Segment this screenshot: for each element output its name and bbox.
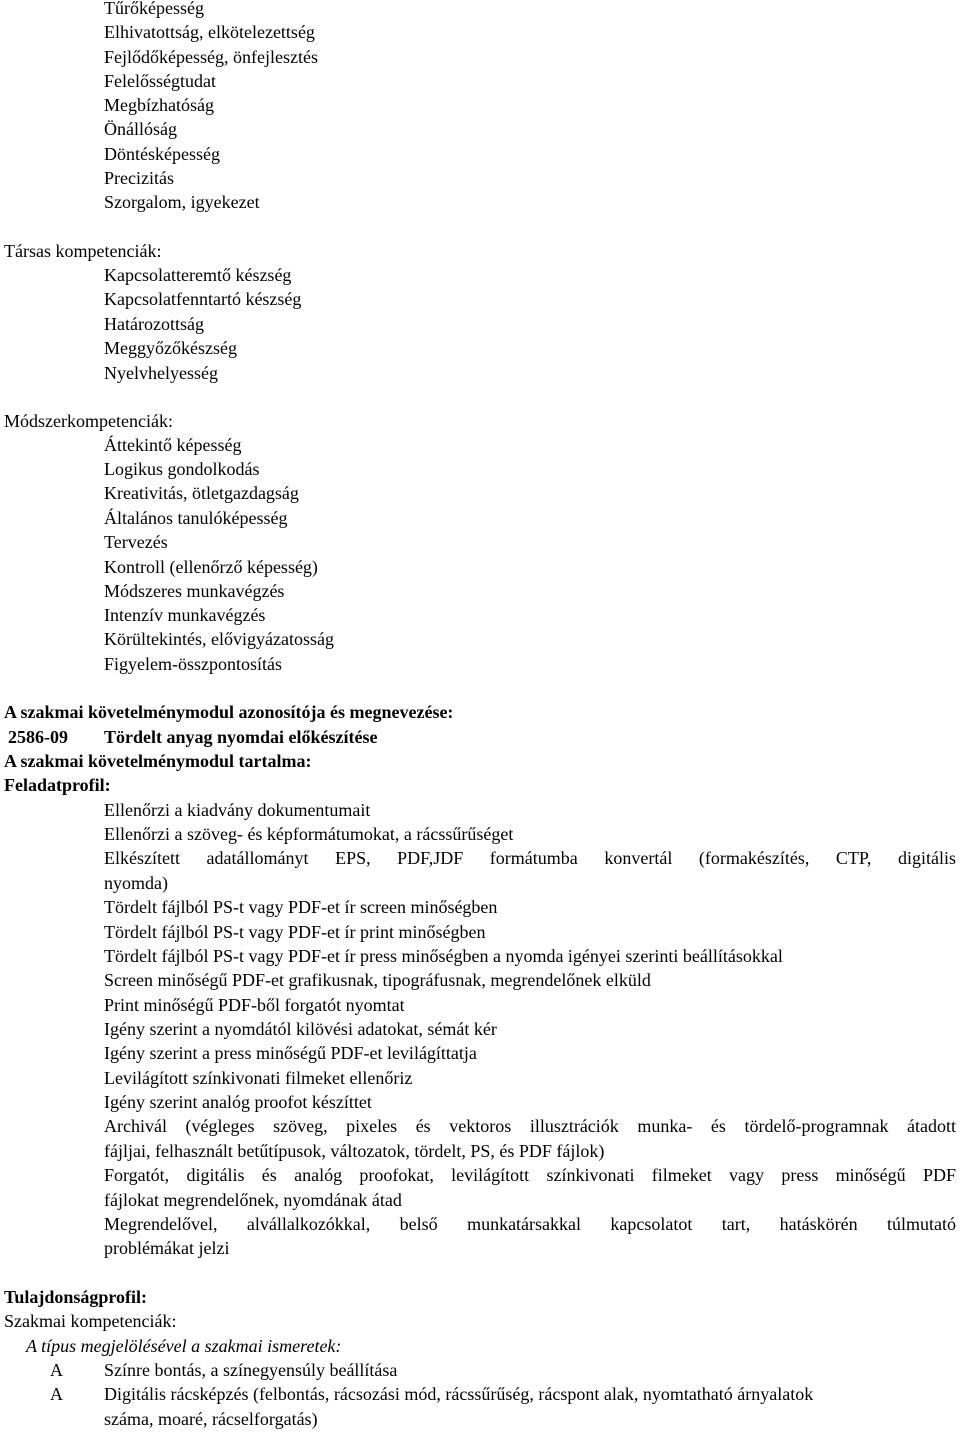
task-item: Levilágított színkivonati filmeket ellenőriz	[104, 1068, 413, 1088]
method-item: Figyelem-összpontosítás	[104, 654, 282, 674]
social-heading: Társas kompetenciák:	[4, 241, 162, 261]
task-item: Igény szerint analóg proofot készíttet	[104, 1092, 372, 1112]
module-title-row	[0, 725, 960, 749]
task-profile-heading: Feladatprofil:	[4, 775, 111, 795]
property-profile-heading: Tulajdonságprofil:	[4, 1287, 148, 1307]
personal-item: Precizitás	[104, 168, 174, 188]
task-item: Megrendelővel, alvállalkozókkal, belső munkatársakkal kapcsolatot tart, hatáskörén túlmutató	[104, 1214, 956, 1234]
task-item: Tördelt fájlból PS-t vagy PDF-et ír screen minőségben	[104, 897, 498, 917]
personal-item: Önállóság	[104, 119, 177, 139]
social-item: Meggyőzőkészség	[104, 338, 237, 358]
method-heading: Módszerkompetenciák:	[4, 411, 173, 431]
module-content-heading: A szakmai követelménymodul tartalma:	[4, 751, 312, 771]
task-item: Archivál (végleges szöveg, pixeles és vektoros illusztrációk munka- és tördelő-programnak átadott	[104, 1116, 956, 1136]
task-item: Ellenőrzi a kiadvány dokumentumait	[104, 800, 371, 820]
method-item: Általános tanulóképesség	[104, 508, 288, 528]
task-item: Print minőségű PDF-ből forgatót nyomtat	[104, 995, 405, 1015]
method-item: Módszeres munkavégzés	[104, 581, 285, 601]
method-item: Logikus gondolkodás	[104, 459, 260, 479]
personal-item: Felelősségtudat	[104, 71, 216, 91]
task-item: Screen minőségű PDF-et grafikusnak, tipográfusnak, megrendelőnek elküld	[104, 970, 651, 990]
method-item: Áttekintő képesség	[104, 435, 242, 455]
module-name: Tördelt anyag nyomdai előkészítése	[104, 727, 378, 747]
personal-item: Megbízhatóság	[104, 95, 214, 115]
personal-item: Fejlődőképesség, önfejlesztés	[104, 47, 318, 67]
task-item: Ellenőrzi a szöveg- és képformátumokat, a rácssűrűséget	[104, 824, 514, 844]
task-item-continued: problémákat jelzi	[104, 1238, 230, 1258]
task-item: Igény szerint a press minőségű PDF-et levilágíttatja	[104, 1043, 477, 1063]
task-item: Elkészített adatállományt EPS, PDF,JDF formátumba konvertál (formakészítés, CTP, digitális	[104, 848, 956, 868]
task-item-continued: nyomda)	[104, 873, 168, 893]
method-item: Kontroll (ellenőrző képesség)	[104, 557, 318, 577]
method-item: Tervezés	[104, 532, 168, 552]
personal-item: Szorgalom, igyekezet	[104, 192, 260, 212]
task-item-continued: fájljai, felhasznált betűtípusok, változatok, tördelt, PS, és PDF fájlok)	[104, 1141, 605, 1161]
task-item: Forgatót, digitális és analóg proofokat, levilágított színkivonati filmeket vagy press minőségű PDF	[104, 1165, 956, 1185]
social-item: Határozottság	[104, 314, 204, 334]
method-item: Intenzív munkavégzés	[104, 605, 266, 625]
module-code: 2586-09	[8, 727, 68, 747]
knowledge-type: A	[50, 1360, 63, 1380]
knowledge-text: Digitális rácsképzés (felbontás, rácsozási mód, rácssűrűség, rácspont alak, nyomtatható árnyalatok	[104, 1384, 814, 1404]
personal-item: Tűrőképesség	[104, 0, 204, 18]
task-item-continued: fájlokat megrendelőnek, nyomdának átad	[104, 1190, 402, 1210]
method-item: Kreativitás, ötletgazdagság	[104, 483, 299, 503]
knowledge-text: Színre bontás, a színegyensúly beállítása	[104, 1360, 398, 1380]
social-item: Kapcsolatfenntartó készség	[104, 289, 302, 309]
knowledge-type: A	[50, 1384, 63, 1404]
social-item: Kapcsolatteremtő készség	[104, 265, 292, 285]
module-id-heading: A szakmai követelménymodul azonosítója és megnevezése:	[4, 702, 454, 722]
knowledge-row	[0, 1382, 960, 1406]
knowledge-text-continued: száma, moaré, rácselforgatás)	[104, 1409, 318, 1429]
method-item: Körültekintés, elővigyázatosság	[104, 629, 334, 649]
knowledge-heading: A típus megjelölésével a szakmai ismeretek:	[26, 1336, 342, 1356]
personal-item: Döntésképesség	[104, 144, 220, 164]
knowledge-row	[0, 1358, 960, 1382]
prof-comp-heading: Szakmai kompetenciák:	[4, 1311, 177, 1331]
task-item: Igény szerint a nyomdától kilövési adatokat, sémát kér	[104, 1019, 497, 1039]
task-item: Tördelt fájlból PS-t vagy PDF-et ír press minőségben a nyomda igényei szerinti beállításokkal	[104, 946, 783, 966]
task-item: Tördelt fájlból PS-t vagy PDF-et ír print minőségben	[104, 922, 486, 942]
social-item: Nyelvhelyesség	[104, 363, 218, 383]
personal-item: Elhivatottság, elkötelezettség	[104, 22, 315, 42]
